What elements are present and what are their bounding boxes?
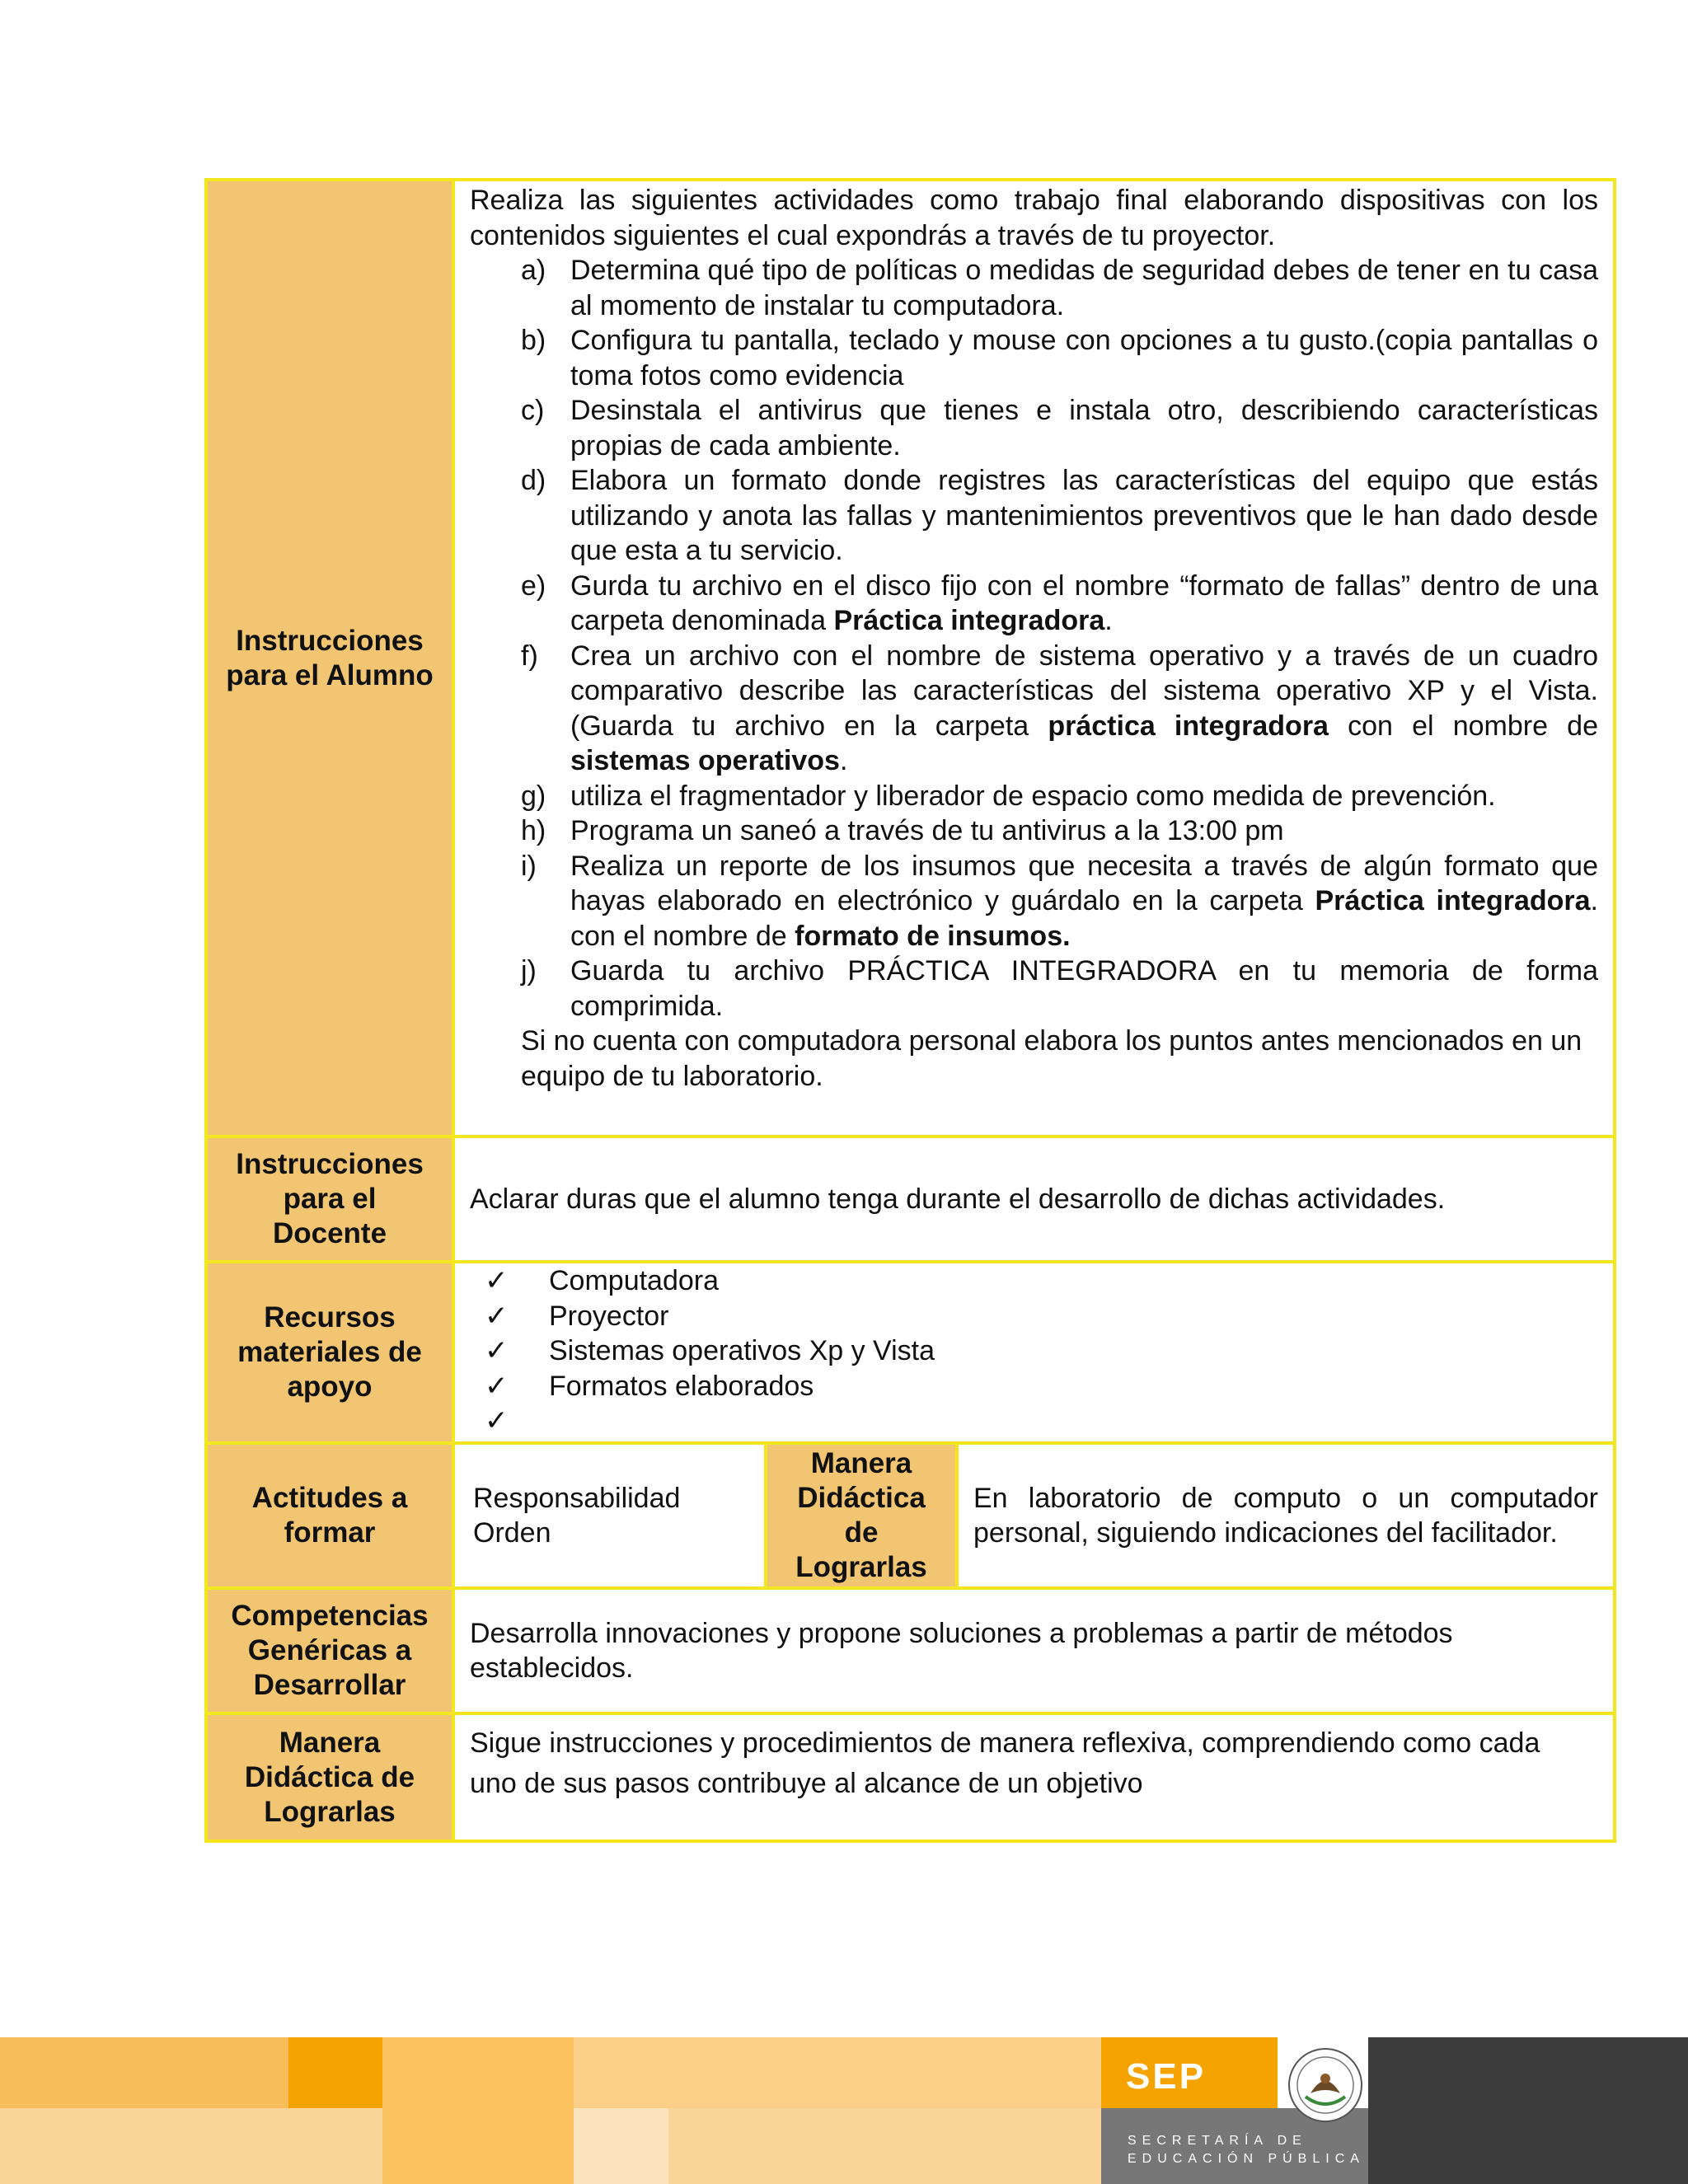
bold-phrase: sistemas operativos: [570, 745, 840, 776]
sep-subtitle-line: EDUCACIÓN PÚBLICA: [1128, 2152, 1365, 2166]
check-icon: ✓: [485, 1370, 509, 1402]
list-item: [470, 393, 1598, 463]
label-manera: Manera Didáctica de Lograrlas: [208, 1715, 455, 1840]
list-item: [470, 849, 1598, 954]
list-item: [470, 779, 1598, 814]
list-item: [470, 569, 1598, 639]
text-span: . con el nombre de: [570, 885, 1598, 952]
check-icon: ✓: [485, 1335, 509, 1366]
docente-text: [455, 1138, 1613, 1260]
list-marker: c): [521, 395, 545, 426]
list-item: [470, 954, 1598, 1024]
footer-block: [574, 2108, 668, 2184]
alumno-content: [455, 181, 1613, 1135]
checklist-text: Computadora: [549, 1265, 720, 1296]
recursos-list: [455, 1263, 1613, 1441]
label-instrucciones-docente: Instrucciones para el Docente: [208, 1138, 455, 1260]
checklist-item: [470, 1263, 1613, 1299]
checklist-item: [470, 1299, 1613, 1334]
footer-block: [668, 2108, 1101, 2184]
list-text: Guarda tu archivo PRÁCTICA INTEGRADORA en tu memoria de forma comprimida.: [570, 955, 1598, 1022]
footer-block: [0, 2108, 382, 2184]
text-span: .: [839, 745, 848, 776]
row-actitudes: [208, 1445, 1613, 1590]
list-marker: f): [521, 640, 538, 672]
list-marker: b): [521, 325, 546, 356]
row-recursos: [208, 1263, 1613, 1445]
bold-phrase: formato de insumos.: [795, 920, 1071, 952]
list-text: Determina qué tipo de políticas o medidas de seguridad debes de tener en tu casa al momento de instalar tu computadora.: [570, 255, 1598, 321]
sep-subtitle: [1128, 2132, 1365, 2168]
list-marker: e): [521, 569, 546, 602]
competencias-text-line: Desarrolla innovaciones y propone soluciones a problemas a partir de métodos establecidos.: [470, 1617, 1453, 1684]
list-text: Programa un saneó a través de tu antivirus a la 13:00 pm: [570, 815, 1284, 846]
text-span: Gurda tu archivo en el disco fijo con el nombre “formato de fallas” dentro de una carpeta denominada: [570, 569, 1598, 636]
alumno-list: [470, 253, 1598, 1024]
list-marker: d): [521, 465, 546, 496]
docente-text-line: Aclarar duras que el alumno tenga durante el desarrollo de dichas actividades.: [470, 1183, 1446, 1215]
label-competencias: Competencias Genéricas a Desarrollar: [208, 1590, 455, 1712]
list-marker: i): [521, 850, 537, 882]
footer-block: [574, 2037, 1101, 2108]
checklist-item: [470, 1333, 1613, 1369]
label-instrucciones-alumno: Instrucciones para el Alumno: [208, 181, 455, 1135]
list-item: [470, 639, 1598, 779]
alumno-intro: Realiza las siguientes actividades como trabajo final elaborando dispositivas con los contenidos siguientes el cual expondrás a través de tu proyector.: [470, 185, 1598, 251]
list-text: Configura tu pantalla, teclado y mouse con opciones a tu gusto.(copia pantallas o toma fotos como evidencia: [570, 325, 1598, 391]
row-manera: [208, 1715, 1613, 1840]
text-span: con el nombre de: [1328, 710, 1598, 742]
competencias-text: [455, 1590, 1613, 1712]
actitud-value: Responsabilidad: [473, 1482, 681, 1514]
checklist-text: Proyector: [549, 1300, 669, 1332]
list-item: [470, 813, 1598, 849]
list-text: [570, 569, 1598, 639]
footer-band: [0, 2037, 1688, 2184]
actitudes-content: [455, 1445, 1613, 1586]
sep-subtitle-line: SECRETARÍA DE: [1128, 2134, 1307, 2148]
checklist-text: Formatos elaborados: [549, 1370, 814, 1402]
checklist-text: Sistemas operativos Xp y Vista: [549, 1335, 935, 1366]
list-item: [470, 463, 1598, 569]
list-marker: h): [521, 815, 546, 846]
footer-block: [0, 2037, 288, 2108]
checklist-item: [470, 1404, 1613, 1439]
row-instrucciones-docente: [208, 1138, 1613, 1263]
text-span: Realiza un reporte de los insumos que necesita a través de algún formato que hayas elaborado en electrónico y guárdalo en la carpeta: [570, 850, 1598, 916]
activity-table: [204, 178, 1616, 1843]
sep-logo: SEP: [1126, 2056, 1207, 2097]
list-text: utiliza el fragmentador y liberador de espacio como medida de prevención.: [570, 780, 1496, 812]
check-icon: ✓: [485, 1300, 509, 1332]
bold-phrase: práctica integradora: [1048, 710, 1329, 742]
footer-block: [288, 2037, 382, 2108]
text-span: Crea un archivo con el nombre de sistema operativo y a través de un cuadro comparativo describe las características del sistema operativo XP y el Vista. (Guarda tu archivo en la carpeta: [570, 640, 1598, 742]
checklist-text: [534, 1404, 549, 1439]
list-marker: g): [521, 780, 546, 812]
label-recursos: Recursos materiales de apoyo: [208, 1263, 455, 1441]
list-text: Desinstala el antivirus que tienes e instala otro, describiendo características propias de cada ambiente.: [570, 395, 1598, 462]
list-text: Elabora un formato donde registres las características del equipo que estás utilizando y anota las fallas y mantenimientos preventivos que le han dado desde que esta a tu servicio.: [570, 465, 1598, 566]
footer-block: [1368, 2108, 1688, 2184]
list-item: [470, 253, 1598, 323]
actitud-value: Orden: [473, 1517, 551, 1549]
row-instrucciones-alumno: [208, 181, 1613, 1138]
bold-phrase: Práctica integradora: [1315, 885, 1591, 916]
manera-text: [455, 1715, 1613, 1840]
manera-text-line: Sigue instrucciones y procedimientos de manera reflexiva, comprendiendo como cada uno de sus pasos contribuye al alcance de un objetivo: [470, 1727, 1540, 1799]
list-marker: a): [521, 255, 546, 286]
footer-block: [382, 2037, 574, 2184]
row-competencias: [208, 1590, 1613, 1715]
footer-block: [1368, 2037, 1688, 2108]
list-text: [570, 639, 1598, 779]
alumno-note: Si no cuenta con computadora personal elabora los puntos antes mencionados en un equipo de tu laboratorio.: [521, 1025, 1582, 1092]
bold-phrase: Práctica integradora: [833, 605, 1105, 636]
list-item: [470, 323, 1598, 393]
label-actitudes: Actitudes a formar: [208, 1445, 455, 1586]
national-seal-icon: [1286, 2046, 1365, 2125]
text-span: .: [1104, 605, 1113, 636]
label-manera-actitudes: Manera Didáctica de Lograrlas: [764, 1445, 959, 1586]
checklist-item: [470, 1369, 1613, 1404]
actitudes-values: [455, 1445, 764, 1586]
check-icon: ✓: [485, 1405, 509, 1436]
list-text: [570, 849, 1598, 954]
manera-actitudes-text: En laboratorio de computo o un computador personal, siguiendo indicaciones del facilitador.: [973, 1482, 1598, 1549]
check-icon: ✓: [485, 1265, 509, 1296]
list-marker: j): [521, 955, 537, 987]
